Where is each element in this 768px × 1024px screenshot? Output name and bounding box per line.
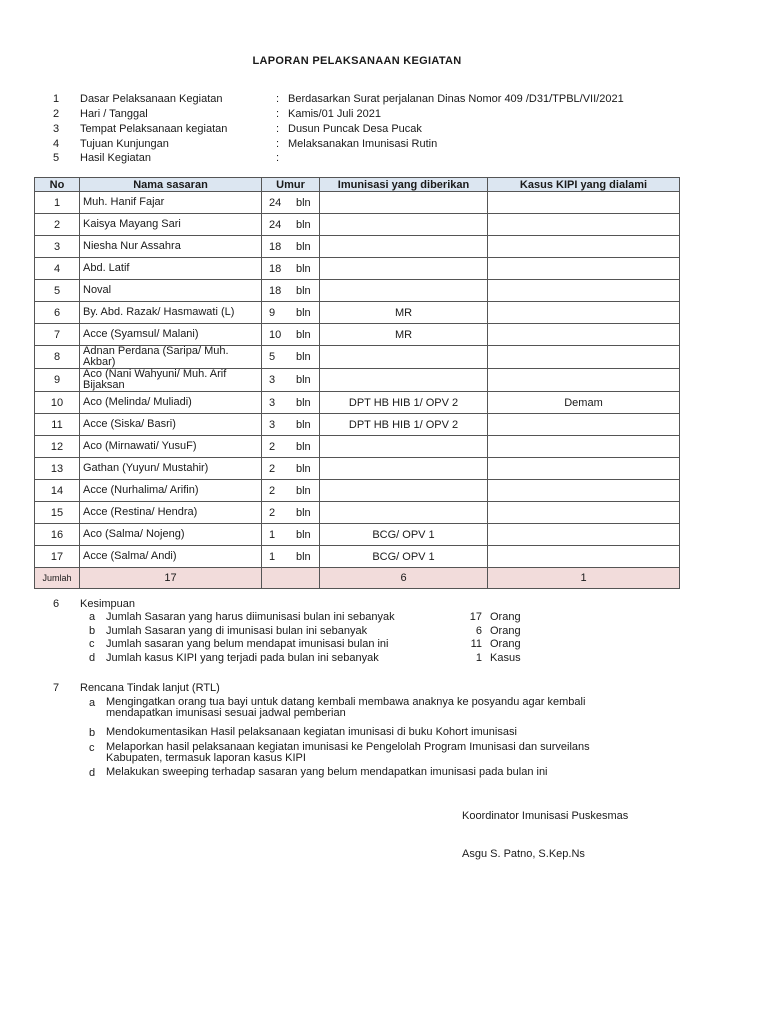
table-row (35, 502, 680, 524)
row-kipi (488, 546, 680, 568)
row-age (262, 436, 320, 458)
row-number: 14 (35, 480, 80, 502)
row-immunization (320, 214, 488, 236)
row-age-unit: bln (296, 441, 311, 453)
row-age-unit: bln (296, 374, 311, 386)
signature-name: Asgu S. Patno, S.Kep.Ns (462, 848, 585, 860)
rtl-item-key: d (89, 767, 96, 779)
row-name: Acce (Syamsul/ Malani) (80, 324, 262, 346)
row-age-value: 1 (269, 529, 276, 541)
rtl-item-text: Melakukan sweeping terhadap sasaran yang belum mendapatkan imunisasi pada bulan ini (106, 766, 548, 778)
kesimpulan-item-unit: Orang (490, 625, 521, 637)
row-immunization (320, 346, 488, 369)
row-number: 16 (35, 524, 80, 546)
row-age (262, 324, 320, 346)
header-nama-sasaran: Nama sasaran (80, 178, 262, 192)
row-kipi: Demam (488, 392, 680, 414)
row-immunization (320, 369, 488, 392)
row-age-value: 3 (269, 419, 276, 431)
row-age-value: 10 (269, 329, 282, 341)
row-name: Acce (Salma/ Andi) (80, 546, 262, 568)
row-age (262, 214, 320, 236)
row-age (262, 546, 320, 568)
row-immunization (320, 480, 488, 502)
row-name: Acce (Nurhalima/ Arifin) (80, 480, 262, 502)
header-item-colon: : (276, 93, 280, 105)
header-no: No (35, 178, 80, 192)
row-name: Acce (Siska/ Basri) (80, 414, 262, 436)
header-item-value: Melaksanakan Imunisasi Rutin (288, 138, 438, 150)
row-kipi (488, 524, 680, 546)
row-age-value: 24 (269, 197, 282, 209)
total-immunization: 6 (320, 568, 488, 589)
rtl-item-key: b (89, 727, 96, 739)
row-age (262, 458, 320, 480)
row-kipi (488, 436, 680, 458)
table-row (35, 436, 680, 458)
row-age-value: 24 (269, 219, 282, 231)
row-kipi (488, 346, 680, 369)
table-row (35, 192, 680, 214)
immunization-table (34, 177, 680, 589)
table-row (35, 214, 680, 236)
row-number: 9 (35, 369, 80, 392)
header-item-label: Tempat Pelaksanaan kegiatan (80, 123, 228, 135)
row-age (262, 346, 320, 369)
row-immunization: MR (320, 302, 488, 324)
table-row (35, 280, 680, 302)
row-kipi (488, 414, 680, 436)
row-age-unit: bln (296, 329, 311, 341)
rtl-item-key: a (89, 697, 96, 709)
row-immunization (320, 502, 488, 524)
row-age-value: 2 (269, 441, 276, 453)
header-item-colon: : (276, 152, 280, 164)
header-item-colon: : (276, 123, 280, 135)
row-number: 6 (35, 302, 80, 324)
row-number: 8 (35, 346, 80, 369)
kesimpulan-item-unit: Orang (490, 638, 521, 650)
row-age-unit: bln (296, 241, 311, 253)
row-immunization: MR (320, 324, 488, 346)
row-age-unit: bln (296, 485, 311, 497)
row-age (262, 302, 320, 324)
header-item-value: Kamis/01 Juli 2021 (288, 108, 381, 120)
row-age-unit: bln (296, 419, 311, 431)
row-age-unit: bln (296, 307, 311, 319)
kesimpulan-number: 6 (53, 598, 60, 610)
row-age (262, 392, 320, 414)
row-age-unit: bln (296, 351, 311, 363)
row-name: Aco (Nani Wahyuni/ Muh. Arif Bijaksan (80, 369, 262, 392)
table-total-row (35, 568, 680, 589)
row-immunization: DPT HB HIB 1/ OPV 2 (320, 392, 488, 414)
row-name: Abd. Latif (80, 258, 262, 280)
header-item-number: 5 (53, 152, 60, 164)
row-kipi (488, 480, 680, 502)
header-item-label: Hasil Kegiatan (80, 152, 151, 164)
rtl-title: Rencana Tindak lanjut (RTL) (80, 682, 220, 694)
row-number: 4 (35, 258, 80, 280)
row-age-unit: bln (296, 507, 311, 519)
table-row (35, 414, 680, 436)
header-item-label: Dasar Pelaksanaan Kegiatan (80, 93, 223, 105)
row-age (262, 524, 320, 546)
row-immunization (320, 192, 488, 214)
row-age-value: 18 (269, 241, 282, 253)
kesimpulan-item-key: d (89, 652, 96, 664)
kesimpulan-item-value: 17 (469, 611, 482, 623)
table-row (35, 524, 680, 546)
rtl-item-key: c (89, 742, 95, 754)
row-name: Gathan (Yuyun/ Mustahir) (80, 458, 262, 480)
row-age (262, 502, 320, 524)
table-header-row (35, 178, 680, 192)
row-number: 15 (35, 502, 80, 524)
kesimpulan-item-unit: Orang (490, 611, 521, 623)
row-name: Niesha Nur Assahra (80, 236, 262, 258)
row-number: 17 (35, 546, 80, 568)
total-kipi: 1 (488, 568, 680, 589)
header-item-number: 2 (53, 108, 60, 120)
row-age (262, 480, 320, 502)
row-age-value: 18 (269, 285, 282, 297)
row-name: Kaisya Mayang Sari (80, 214, 262, 236)
row-age (262, 258, 320, 280)
rtl-item-text: Melaporkan hasil pelaksanaan kegiatan imunisasi ke Pengelolah Program Imunisasi dan surveilans Kabupaten, termasuk laporan kasus KIPI (106, 741, 590, 764)
kesimpulan-item-key: b (89, 625, 96, 637)
row-age-unit: bln (296, 397, 311, 409)
header-imunisasi: Imunisasi yang diberikan (320, 178, 488, 192)
kesimpulan-item-text: Jumlah Sasaran yang harus diimunisasi bulan ini sebanyak (106, 611, 395, 623)
table-row (35, 369, 680, 392)
row-age (262, 280, 320, 302)
kesimpulan-title: Kesimpuan (80, 598, 136, 610)
table-row (35, 458, 680, 480)
kesimpulan-item-value: 6 (475, 625, 482, 637)
row-immunization: DPT HB HIB 1/ OPV 2 (320, 414, 488, 436)
row-immunization (320, 458, 488, 480)
row-age-value: 9 (269, 307, 276, 319)
row-age (262, 236, 320, 258)
row-kipi (488, 369, 680, 392)
row-number: 7 (35, 324, 80, 346)
kesimpulan-item-unit: Kasus (490, 652, 521, 664)
kesimpulan-item-text: Jumlah kasus KIPI yang terjadi pada bulan ini sebanyak (106, 652, 379, 664)
total-label: Jumlah (35, 568, 80, 589)
row-kipi (488, 236, 680, 258)
header-kasus-kipi: Kasus KIPI yang dialami (488, 178, 680, 192)
row-age-value: 2 (269, 507, 276, 519)
row-kipi (488, 458, 680, 480)
total-age (262, 568, 320, 589)
row-age-value: 18 (269, 263, 282, 275)
row-number: 13 (35, 458, 80, 480)
row-age-unit: bln (296, 551, 311, 563)
header-item-colon: : (276, 138, 280, 150)
header-item-value: Dusun Puncak Desa Pucak (288, 123, 422, 135)
row-age-value: 2 (269, 485, 276, 497)
table-row (35, 480, 680, 502)
table-row (35, 546, 680, 568)
rtl-number: 7 (53, 682, 60, 694)
kesimpulan-item-key: c (89, 638, 95, 650)
row-age-value: 3 (269, 374, 276, 386)
kesimpulan-item-value: 1 (475, 652, 482, 664)
row-kipi (488, 280, 680, 302)
header-item-number: 1 (53, 93, 60, 105)
row-number: 10 (35, 392, 80, 414)
row-age-value: 5 (269, 351, 276, 363)
header-item-label: Hari / Tanggal (80, 108, 148, 120)
row-kipi (488, 502, 680, 524)
row-number: 1 (35, 192, 80, 214)
rtl-item-text: Mengingatkan orang tua bayi untuk datang kembali membawa anaknya ke posyandu agar kembali mendapatkan imunisasi sesuai jadwal pemberian (106, 696, 586, 719)
row-name: Adnan Perdana (Saripa/ Muh. Akbar) (80, 346, 262, 369)
kesimpulan-item-text: Jumlah sasaran yang belum mendapat imunisasi bulan ini (106, 638, 389, 650)
row-immunization (320, 436, 488, 458)
row-immunization (320, 280, 488, 302)
row-name: By. Abd. Razak/ Hasmawati (L) (80, 302, 262, 324)
row-age-value: 2 (269, 463, 276, 475)
header-umur: Umur (262, 178, 320, 192)
row-age-unit: bln (296, 197, 311, 209)
row-age-value: 3 (269, 397, 276, 409)
row-age-unit: bln (296, 263, 311, 275)
row-kipi (488, 214, 680, 236)
header-item-label: Tujuan Kunjungan (80, 138, 169, 150)
row-kipi (488, 302, 680, 324)
row-immunization: BCG/ OPV 1 (320, 524, 488, 546)
row-name: Aco (Mirnawati/ YusuF) (80, 436, 262, 458)
row-number: 12 (35, 436, 80, 458)
row-number: 5 (35, 280, 80, 302)
row-age (262, 369, 320, 392)
header-item-colon: : (276, 108, 280, 120)
rtl-item-text: Mendokumentasikan Hasil pelaksanaan kegiatan imunisasi di buku Kohort imunisasi (106, 726, 517, 738)
row-age (262, 192, 320, 214)
header-item-value: Berdasarkan Surat perjalanan Dinas Nomor 409 /D31/TPBL/VII/2021 (288, 93, 624, 105)
row-kipi (488, 258, 680, 280)
row-immunization: BCG/ OPV 1 (320, 546, 488, 568)
row-number: 3 (35, 236, 80, 258)
row-age-unit: bln (296, 219, 311, 231)
table-row (35, 324, 680, 346)
row-name: Aco (Salma/ Nojeng) (80, 524, 262, 546)
row-kipi (488, 192, 680, 214)
row-name: Muh. Hanif Fajar (80, 192, 262, 214)
row-age-unit: bln (296, 285, 311, 297)
signature-role: Koordinator Imunisasi Puskesmas (462, 810, 629, 822)
row-name: Acce (Restina/ Hendra) (80, 502, 262, 524)
table-row (35, 258, 680, 280)
row-age (262, 414, 320, 436)
document-title: LAPORAN PELAKSANAAN KEGIATAN (252, 55, 462, 67)
row-name: Aco (Melinda/ Muliadi) (80, 392, 262, 414)
row-immunization (320, 236, 488, 258)
table-row (35, 302, 680, 324)
header-item-number: 3 (53, 123, 60, 135)
row-number: 2 (35, 214, 80, 236)
table-row (35, 236, 680, 258)
header-item-number: 4 (53, 138, 60, 150)
row-name: Noval (80, 280, 262, 302)
row-age-unit: bln (296, 529, 311, 541)
row-number: 11 (35, 414, 80, 436)
kesimpulan-item-value: 11 (470, 638, 482, 650)
table-row (35, 392, 680, 414)
kesimpulan-item-key: a (89, 611, 96, 623)
table-row (35, 346, 680, 369)
row-immunization (320, 258, 488, 280)
row-kipi (488, 324, 680, 346)
kesimpulan-item-text: Jumlah Sasaran yang di imunisasi bulan ini sebanyak (106, 625, 368, 637)
total-name: 17 (80, 568, 262, 589)
row-age-value: 1 (269, 551, 276, 563)
row-age-unit: bln (296, 463, 311, 475)
